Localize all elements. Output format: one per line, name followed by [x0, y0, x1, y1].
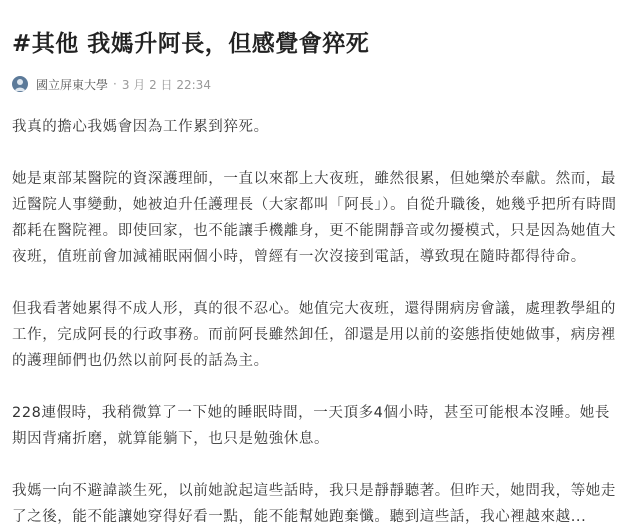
post-body [12, 114, 617, 530]
post-paragraph: 但我看著她累得不成人形，真的很不忍心。她值完大夜班，還得開病房會議，處理教學組的工作，完成阿長的行政事務。而前阿長雖然卸任，卻還是用以前的姿態指使她做事，病房裡的護理師們也仍然以前阿長的話為主。 [12, 301, 616, 369]
school-name[interactable]: 國立屏東大學 [36, 77, 109, 92]
post-paragraph: 228連假時，我稍微算了一下她的睡眠時間，一天頂多4個小時，甚至可能根本沒睡。她長期因背痛折磨，就算能躺下，也只是勉強休息。 [12, 405, 610, 447]
person-icon [12, 76, 28, 92]
post-meta [12, 74, 617, 94]
post-paragraph: 我真的擔心我媽會因為工作累到猝死。 [12, 119, 269, 135]
school-avatar-icon[interactable] [12, 76, 28, 92]
meta-separator: · [113, 77, 117, 91]
post-title: #其他 我媽升阿長，但感覺會猝死 [12, 31, 370, 57]
post-date: 3 月 2 日 22:34 [121, 77, 211, 92]
post-paragraph: 我媽一向不避諱談生死，以前她說起這些話時，我只是靜靜聽著。但昨天，她問我，等她走了之後，能不能讓她穿得好看一點，能不能幫她跑棄懺。聽到這些話，我心裡越來越... [12, 483, 616, 525]
post-paragraph: 她是東部某醫院的資深護理師，一直以來都上大夜班，雖然很累，但她樂於奉獻。然而，最近醫院人事變動，她被迫升任護理長（大家都叫「阿長」）。自從升職後，她幾乎把所有時間都耗在醫院裡。即使回家，也不能讓手機離身，更不能開靜音或勿擾模式，只是因為她值大夜班，值班前會加減補眠兩個小時，曾經有一次沒接到電話，導致現在隨時都得待命。 [12, 171, 617, 265]
